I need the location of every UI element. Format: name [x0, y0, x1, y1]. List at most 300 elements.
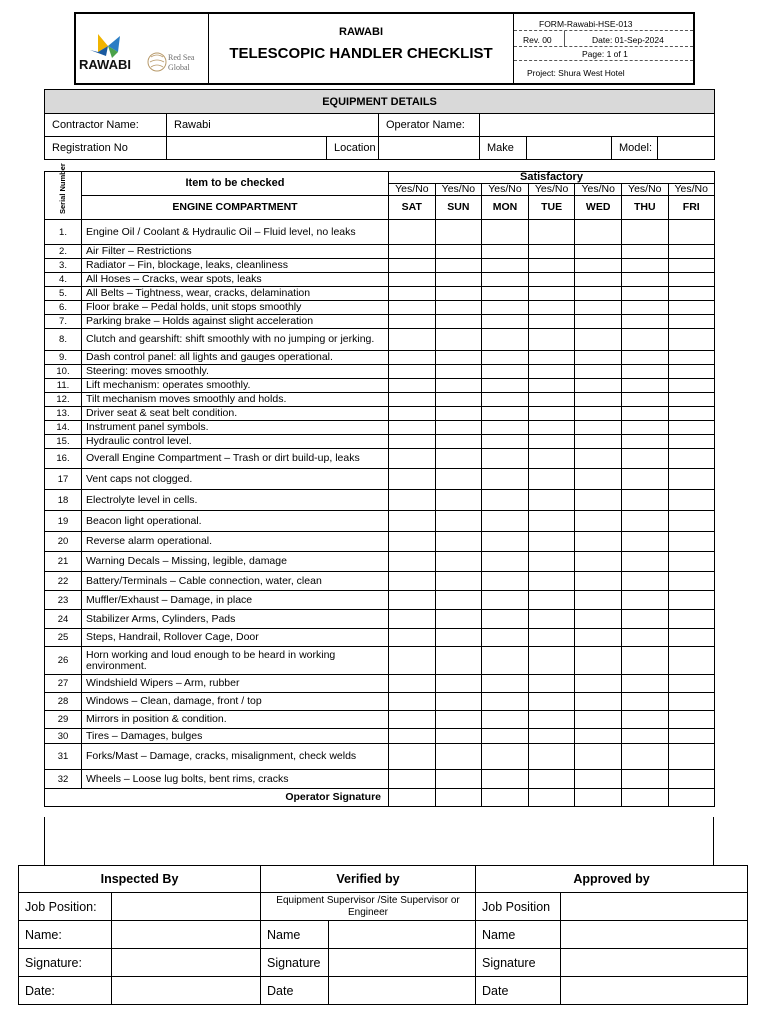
check-cell-tue[interactable]: [528, 245, 575, 259]
operator-signature-cell-thu[interactable]: [621, 789, 668, 807]
check-cell-sat[interactable]: [389, 220, 436, 245]
check-cell-wed[interactable]: [575, 287, 622, 301]
check-cell-tue[interactable]: [528, 490, 575, 511]
check-cell-mon[interactable]: [482, 675, 529, 693]
check-cell-wed[interactable]: [575, 729, 622, 744]
check-cell-tue[interactable]: [528, 469, 575, 490]
check-cell-thu[interactable]: [621, 591, 668, 610]
check-cell-sat[interactable]: [389, 435, 436, 449]
check-cell-sat[interactable]: [389, 610, 436, 629]
check-cell-fri[interactable]: [668, 647, 714, 675]
check-cell-thu[interactable]: [621, 469, 668, 490]
check-cell-thu[interactable]: [621, 532, 668, 552]
day-header-thu: THU: [621, 196, 668, 220]
approved-name-field[interactable]: [561, 921, 748, 949]
check-cell-tue[interactable]: [528, 591, 575, 610]
check-cell-sat[interactable]: [389, 365, 436, 379]
check-cell-thu[interactable]: [621, 421, 668, 435]
check-cell-mon[interactable]: [482, 351, 529, 365]
check-cell-mon[interactable]: [482, 259, 529, 273]
check-cell-fri[interactable]: [668, 770, 714, 789]
check-cell-mon[interactable]: [482, 469, 529, 490]
check-cell-thu[interactable]: [621, 315, 668, 329]
check-cell-sun[interactable]: [435, 435, 482, 449]
check-cell-sat[interactable]: [389, 351, 436, 365]
serial-number: 31: [45, 744, 82, 770]
operator-signature-cell-mon[interactable]: [482, 789, 529, 807]
check-cell-sun[interactable]: [435, 220, 482, 245]
check-cell-sun[interactable]: [435, 490, 482, 511]
checklist-row: [45, 744, 715, 770]
check-cell-sun[interactable]: [435, 449, 482, 469]
check-cell-sun[interactable]: [435, 532, 482, 552]
contractor-field[interactable]: Rawabi: [167, 114, 379, 137]
check-cell-sun[interactable]: [435, 552, 482, 572]
check-cell-mon[interactable]: [482, 532, 529, 552]
check-cell-sat[interactable]: [389, 532, 436, 552]
check-cell-mon[interactable]: [482, 610, 529, 629]
check-cell-wed[interactable]: [575, 421, 622, 435]
serial-number: 1.: [45, 220, 82, 245]
check-cell-sat[interactable]: [389, 552, 436, 572]
check-cell-sat[interactable]: [389, 273, 436, 287]
check-cell-sat[interactable]: [389, 329, 436, 351]
check-cell-tue[interactable]: [528, 259, 575, 273]
check-cell-sun[interactable]: [435, 301, 482, 315]
check-cell-mon[interactable]: [482, 273, 529, 287]
serial-number: 10.: [45, 365, 82, 379]
check-cell-sun[interactable]: [435, 379, 482, 393]
model-label: Model:: [612, 137, 658, 160]
check-cell-fri[interactable]: [668, 245, 714, 259]
check-cell-tue[interactable]: [528, 770, 575, 789]
check-cell-sun[interactable]: [435, 329, 482, 351]
check-cell-fri[interactable]: [668, 329, 714, 351]
operator-signature-cell-tue[interactable]: [528, 789, 575, 807]
check-cell-wed[interactable]: [575, 693, 622, 711]
serial-number: 24: [45, 610, 82, 629]
check-cell-sat[interactable]: [389, 572, 436, 591]
check-cell-sat[interactable]: [389, 744, 436, 770]
checklist-row: [45, 329, 715, 351]
check-cell-sat[interactable]: [389, 315, 436, 329]
approved-signature-label: Signature: [476, 949, 561, 977]
check-cell-tue[interactable]: [528, 220, 575, 245]
verified-date-field[interactable]: [329, 977, 476, 1005]
check-cell-mon[interactable]: [482, 435, 529, 449]
check-cell-wed[interactable]: [575, 315, 622, 329]
check-cell-thu[interactable]: [621, 245, 668, 259]
check-cell-fri[interactable]: [668, 379, 714, 393]
verified-name-field[interactable]: [329, 921, 476, 949]
inspected-date-field[interactable]: [112, 977, 261, 1005]
check-cell-mon[interactable]: [482, 711, 529, 729]
check-cell-fri[interactable]: [668, 675, 714, 693]
check-item: Stabilizer Arms, Cylinders, Pads: [82, 610, 389, 629]
check-cell-wed[interactable]: [575, 379, 622, 393]
check-cell-wed[interactable]: [575, 365, 622, 379]
check-cell-mon[interactable]: [482, 421, 529, 435]
verified-date-label: Date: [261, 977, 329, 1005]
check-cell-sun[interactable]: [435, 693, 482, 711]
checklist-row: [45, 610, 715, 629]
check-cell-tue[interactable]: [528, 744, 575, 770]
check-cell-mon[interactable]: [482, 647, 529, 675]
check-cell-sun[interactable]: [435, 744, 482, 770]
check-item: Windshield Wipers – Arm, rubber: [82, 675, 389, 693]
check-cell-thu[interactable]: [621, 711, 668, 729]
revision: Rev. 00: [523, 35, 552, 45]
check-cell-wed[interactable]: [575, 552, 622, 572]
check-cell-mon[interactable]: [482, 245, 529, 259]
check-cell-fri[interactable]: [668, 469, 714, 490]
check-cell-thu[interactable]: [621, 287, 668, 301]
location-field[interactable]: [379, 137, 480, 160]
check-cell-wed[interactable]: [575, 393, 622, 407]
check-cell-tue[interactable]: [528, 629, 575, 647]
check-cell-tue[interactable]: [528, 421, 575, 435]
check-cell-fri[interactable]: [668, 729, 714, 744]
check-cell-wed[interactable]: [575, 329, 622, 351]
check-cell-fri[interactable]: [668, 552, 714, 572]
check-cell-tue[interactable]: [528, 435, 575, 449]
check-cell-mon[interactable]: [482, 729, 529, 744]
check-cell-tue[interactable]: [528, 552, 575, 572]
check-cell-fri[interactable]: [668, 287, 714, 301]
check-cell-mon[interactable]: [482, 629, 529, 647]
check-cell-fri[interactable]: [668, 393, 714, 407]
check-cell-sun[interactable]: [435, 245, 482, 259]
check-cell-wed[interactable]: [575, 770, 622, 789]
check-cell-sun[interactable]: [435, 711, 482, 729]
inspected-name-field[interactable]: [112, 921, 261, 949]
check-cell-sun[interactable]: [435, 407, 482, 421]
check-cell-tue[interactable]: [528, 532, 575, 552]
check-cell-sat[interactable]: [389, 393, 436, 407]
check-cell-wed[interactable]: [575, 647, 622, 675]
check-cell-fri[interactable]: [668, 407, 714, 421]
rawabi-logo-text: RAWABI: [79, 57, 131, 72]
check-cell-mon[interactable]: [482, 490, 529, 511]
check-cell-mon[interactable]: [482, 287, 529, 301]
check-cell-tue[interactable]: [528, 449, 575, 469]
check-cell-thu[interactable]: [621, 365, 668, 379]
check-cell-fri[interactable]: [668, 435, 714, 449]
check-cell-mon[interactable]: [482, 301, 529, 315]
equipment-details-title: EQUIPMENT DETAILS: [45, 90, 715, 114]
check-cell-sat[interactable]: [389, 301, 436, 315]
check-cell-fri[interactable]: [668, 572, 714, 591]
registration-field[interactable]: [167, 137, 327, 160]
serial-number: 26: [45, 647, 82, 675]
check-cell-mon[interactable]: [482, 329, 529, 351]
check-cell-wed[interactable]: [575, 629, 622, 647]
check-cell-mon[interactable]: [482, 379, 529, 393]
check-cell-sun[interactable]: [435, 729, 482, 744]
serial-number: 9.: [45, 351, 82, 365]
approved-job-position-field[interactable]: [561, 893, 748, 921]
operator-signature-cell-fri[interactable]: [668, 789, 714, 807]
check-cell-fri[interactable]: [668, 351, 714, 365]
inspected-name-label: Name:: [19, 921, 112, 949]
equipment-details-table: [44, 89, 715, 160]
checklist-row: [45, 421, 715, 435]
verified-position-text: Equipment Supervisor /Site Supervisor or Engineer: [261, 893, 476, 921]
check-cell-fri[interactable]: [668, 301, 714, 315]
inspected-signature-field[interactable]: [112, 949, 261, 977]
check-cell-sat[interactable]: [389, 770, 436, 789]
check-cell-sun[interactable]: [435, 675, 482, 693]
operator-signature-cell-wed[interactable]: [575, 789, 622, 807]
check-cell-thu[interactable]: [621, 629, 668, 647]
serial-number: 8.: [45, 329, 82, 351]
check-cell-mon[interactable]: [482, 572, 529, 591]
check-cell-sat[interactable]: [389, 287, 436, 301]
check-cell-mon[interactable]: [482, 220, 529, 245]
form-title-area: [209, 14, 514, 83]
check-cell-sun[interactable]: [435, 259, 482, 273]
check-cell-tue[interactable]: [528, 675, 575, 693]
check-cell-sat[interactable]: [389, 421, 436, 435]
check-cell-mon[interactable]: [482, 315, 529, 329]
check-cell-sat[interactable]: [389, 259, 436, 273]
check-item: Dash control panel: all lights and gauges operational.: [82, 351, 389, 365]
check-cell-sun[interactable]: [435, 469, 482, 490]
check-cell-thu[interactable]: [621, 729, 668, 744]
verified-signature-field[interactable]: [329, 949, 476, 977]
check-cell-thu[interactable]: [621, 770, 668, 789]
check-cell-tue[interactable]: [528, 287, 575, 301]
check-cell-sun[interactable]: [435, 273, 482, 287]
check-cell-sun[interactable]: [435, 610, 482, 629]
approved-signature-field[interactable]: [561, 949, 748, 977]
check-cell-wed[interactable]: [575, 301, 622, 315]
day-header-mon: MON: [482, 196, 529, 220]
check-cell-thu[interactable]: [621, 675, 668, 693]
check-cell-thu[interactable]: [621, 329, 668, 351]
check-cell-sun[interactable]: [435, 511, 482, 532]
check-cell-thu[interactable]: [621, 610, 668, 629]
check-cell-tue[interactable]: [528, 393, 575, 407]
check-cell-sun[interactable]: [435, 315, 482, 329]
check-cell-sat[interactable]: [389, 591, 436, 610]
check-cell-wed[interactable]: [575, 220, 622, 245]
check-cell-thu[interactable]: [621, 693, 668, 711]
check-cell-sat[interactable]: [389, 693, 436, 711]
operator-signature-cell-sun[interactable]: [435, 789, 482, 807]
check-cell-thu[interactable]: [621, 220, 668, 245]
check-cell-sun[interactable]: [435, 351, 482, 365]
check-cell-fri[interactable]: [668, 711, 714, 729]
item-header: Item to be checked: [82, 172, 389, 196]
operator-signature-cell-sat[interactable]: [389, 789, 436, 807]
serial-number: 17: [45, 469, 82, 490]
check-cell-tue[interactable]: [528, 315, 575, 329]
check-cell-mon[interactable]: [482, 407, 529, 421]
check-cell-sat[interactable]: [389, 379, 436, 393]
check-cell-mon[interactable]: [482, 552, 529, 572]
day-header-wed: WED: [575, 196, 622, 220]
check-cell-tue[interactable]: [528, 511, 575, 532]
check-cell-thu[interactable]: [621, 407, 668, 421]
check-cell-wed[interactable]: [575, 744, 622, 770]
day-header-fri: FRI: [668, 196, 714, 220]
check-cell-fri[interactable]: [668, 693, 714, 711]
check-cell-tue[interactable]: [528, 729, 575, 744]
check-cell-sun[interactable]: [435, 421, 482, 435]
check-cell-fri[interactable]: [668, 273, 714, 287]
check-cell-fri[interactable]: [668, 532, 714, 552]
check-cell-sat[interactable]: [389, 729, 436, 744]
check-cell-sun[interactable]: [435, 629, 482, 647]
check-cell-thu[interactable]: [621, 552, 668, 572]
check-cell-thu[interactable]: [621, 351, 668, 365]
check-cell-thu[interactable]: [621, 393, 668, 407]
verified-signature-label: Signature: [261, 949, 329, 977]
check-cell-tue[interactable]: [528, 693, 575, 711]
serial-number: 20: [45, 532, 82, 552]
check-cell-wed[interactable]: [575, 259, 622, 273]
inspected-job-position-field[interactable]: [112, 893, 261, 921]
check-cell-sat[interactable]: [389, 629, 436, 647]
approved-date-field[interactable]: [561, 977, 748, 1005]
check-cell-wed[interactable]: [575, 449, 622, 469]
check-cell-fri[interactable]: [668, 511, 714, 532]
check-cell-sat[interactable]: [389, 647, 436, 675]
check-cell-fri[interactable]: [668, 220, 714, 245]
check-cell-thu[interactable]: [621, 379, 668, 393]
check-cell-tue[interactable]: [528, 301, 575, 315]
operator-signature-row: [45, 789, 715, 807]
serial-number: 25: [45, 629, 82, 647]
logo-area: [76, 14, 209, 83]
make-field[interactable]: [527, 137, 612, 160]
check-cell-sat[interactable]: [389, 490, 436, 511]
check-item: Hydraulic control level.: [82, 435, 389, 449]
check-cell-wed[interactable]: [575, 532, 622, 552]
check-cell-fri[interactable]: [668, 490, 714, 511]
check-cell-fri[interactable]: [668, 610, 714, 629]
partner-logo-line1: Red Sea: [168, 53, 195, 62]
check-cell-thu[interactable]: [621, 511, 668, 532]
check-cell-sun[interactable]: [435, 647, 482, 675]
check-cell-sat[interactable]: [389, 469, 436, 490]
check-cell-tue[interactable]: [528, 610, 575, 629]
check-cell-mon[interactable]: [482, 770, 529, 789]
check-cell-fri[interactable]: [668, 365, 714, 379]
check-cell-tue[interactable]: [528, 647, 575, 675]
check-cell-thu[interactable]: [621, 449, 668, 469]
check-cell-wed[interactable]: [575, 245, 622, 259]
check-cell-wed[interactable]: [575, 511, 622, 532]
check-cell-wed[interactable]: [575, 469, 622, 490]
check-cell-sat[interactable]: [389, 245, 436, 259]
checklist-row: [45, 379, 715, 393]
check-cell-mon[interactable]: [482, 365, 529, 379]
check-cell-wed[interactable]: [575, 610, 622, 629]
check-cell-thu[interactable]: [621, 744, 668, 770]
yes-no-header: Yes/No: [668, 184, 714, 196]
model-field[interactable]: [658, 137, 715, 160]
check-cell-mon[interactable]: [482, 449, 529, 469]
check-cell-wed[interactable]: [575, 351, 622, 365]
check-cell-fri[interactable]: [668, 744, 714, 770]
check-cell-wed[interactable]: [575, 711, 622, 729]
inspected-by-header: Inspected By: [19, 866, 261, 893]
check-cell-wed[interactable]: [575, 675, 622, 693]
check-cell-tue[interactable]: [528, 351, 575, 365]
check-item: Wheels – Loose lug bolts, bent rims, cracks: [82, 770, 389, 789]
check-cell-fri[interactable]: [668, 315, 714, 329]
check-cell-fri[interactable]: [668, 449, 714, 469]
check-cell-thu[interactable]: [621, 435, 668, 449]
check-cell-wed[interactable]: [575, 572, 622, 591]
check-cell-sun[interactable]: [435, 393, 482, 407]
check-cell-mon[interactable]: [482, 744, 529, 770]
check-cell-wed[interactable]: [575, 490, 622, 511]
yes-no-header: Yes/No: [621, 184, 668, 196]
check-cell-sat[interactable]: [389, 675, 436, 693]
check-cell-sun[interactable]: [435, 591, 482, 610]
check-cell-thu[interactable]: [621, 490, 668, 511]
check-cell-mon[interactable]: [482, 393, 529, 407]
form-header: [74, 12, 695, 85]
check-cell-wed[interactable]: [575, 407, 622, 421]
check-cell-sat[interactable]: [389, 711, 436, 729]
check-cell-tue[interactable]: [528, 572, 575, 591]
check-cell-fri[interactable]: [668, 629, 714, 647]
checklist-row: [45, 273, 715, 287]
check-cell-fri[interactable]: [668, 259, 714, 273]
check-cell-sun[interactable]: [435, 287, 482, 301]
check-cell-sat[interactable]: [389, 407, 436, 421]
check-cell-thu[interactable]: [621, 572, 668, 591]
check-cell-mon[interactable]: [482, 693, 529, 711]
check-cell-thu[interactable]: [621, 273, 668, 287]
check-cell-sun[interactable]: [435, 770, 482, 789]
check-cell-tue[interactable]: [528, 407, 575, 421]
check-cell-mon[interactable]: [482, 511, 529, 532]
check-cell-thu[interactable]: [621, 301, 668, 315]
check-cell-wed[interactable]: [575, 591, 622, 610]
check-cell-sat[interactable]: [389, 449, 436, 469]
check-cell-tue[interactable]: [528, 711, 575, 729]
checklist-row: [45, 572, 715, 591]
check-cell-fri[interactable]: [668, 591, 714, 610]
check-cell-wed[interactable]: [575, 273, 622, 287]
check-cell-tue[interactable]: [528, 273, 575, 287]
check-cell-tue[interactable]: [528, 365, 575, 379]
location-label: Location: [327, 137, 379, 160]
check-cell-tue[interactable]: [528, 379, 575, 393]
check-cell-fri[interactable]: [668, 421, 714, 435]
check-cell-wed[interactable]: [575, 435, 622, 449]
check-cell-sun[interactable]: [435, 365, 482, 379]
form-title: TELESCOPIC HANDLER CHECKLIST: [229, 45, 493, 62]
check-cell-sun[interactable]: [435, 572, 482, 591]
company-name: RAWABI: [339, 26, 383, 38]
serial-number: 16.: [45, 449, 82, 469]
operator-field[interactable]: [480, 114, 715, 137]
check-cell-mon[interactable]: [482, 591, 529, 610]
check-cell-sat[interactable]: [389, 511, 436, 532]
check-cell-tue[interactable]: [528, 329, 575, 351]
serial-number: 2.: [45, 245, 82, 259]
check-item: Windows – Clean, damage, front / top: [82, 693, 389, 711]
check-cell-thu[interactable]: [621, 259, 668, 273]
yes-no-header: Yes/No: [575, 184, 622, 196]
check-cell-thu[interactable]: [621, 647, 668, 675]
